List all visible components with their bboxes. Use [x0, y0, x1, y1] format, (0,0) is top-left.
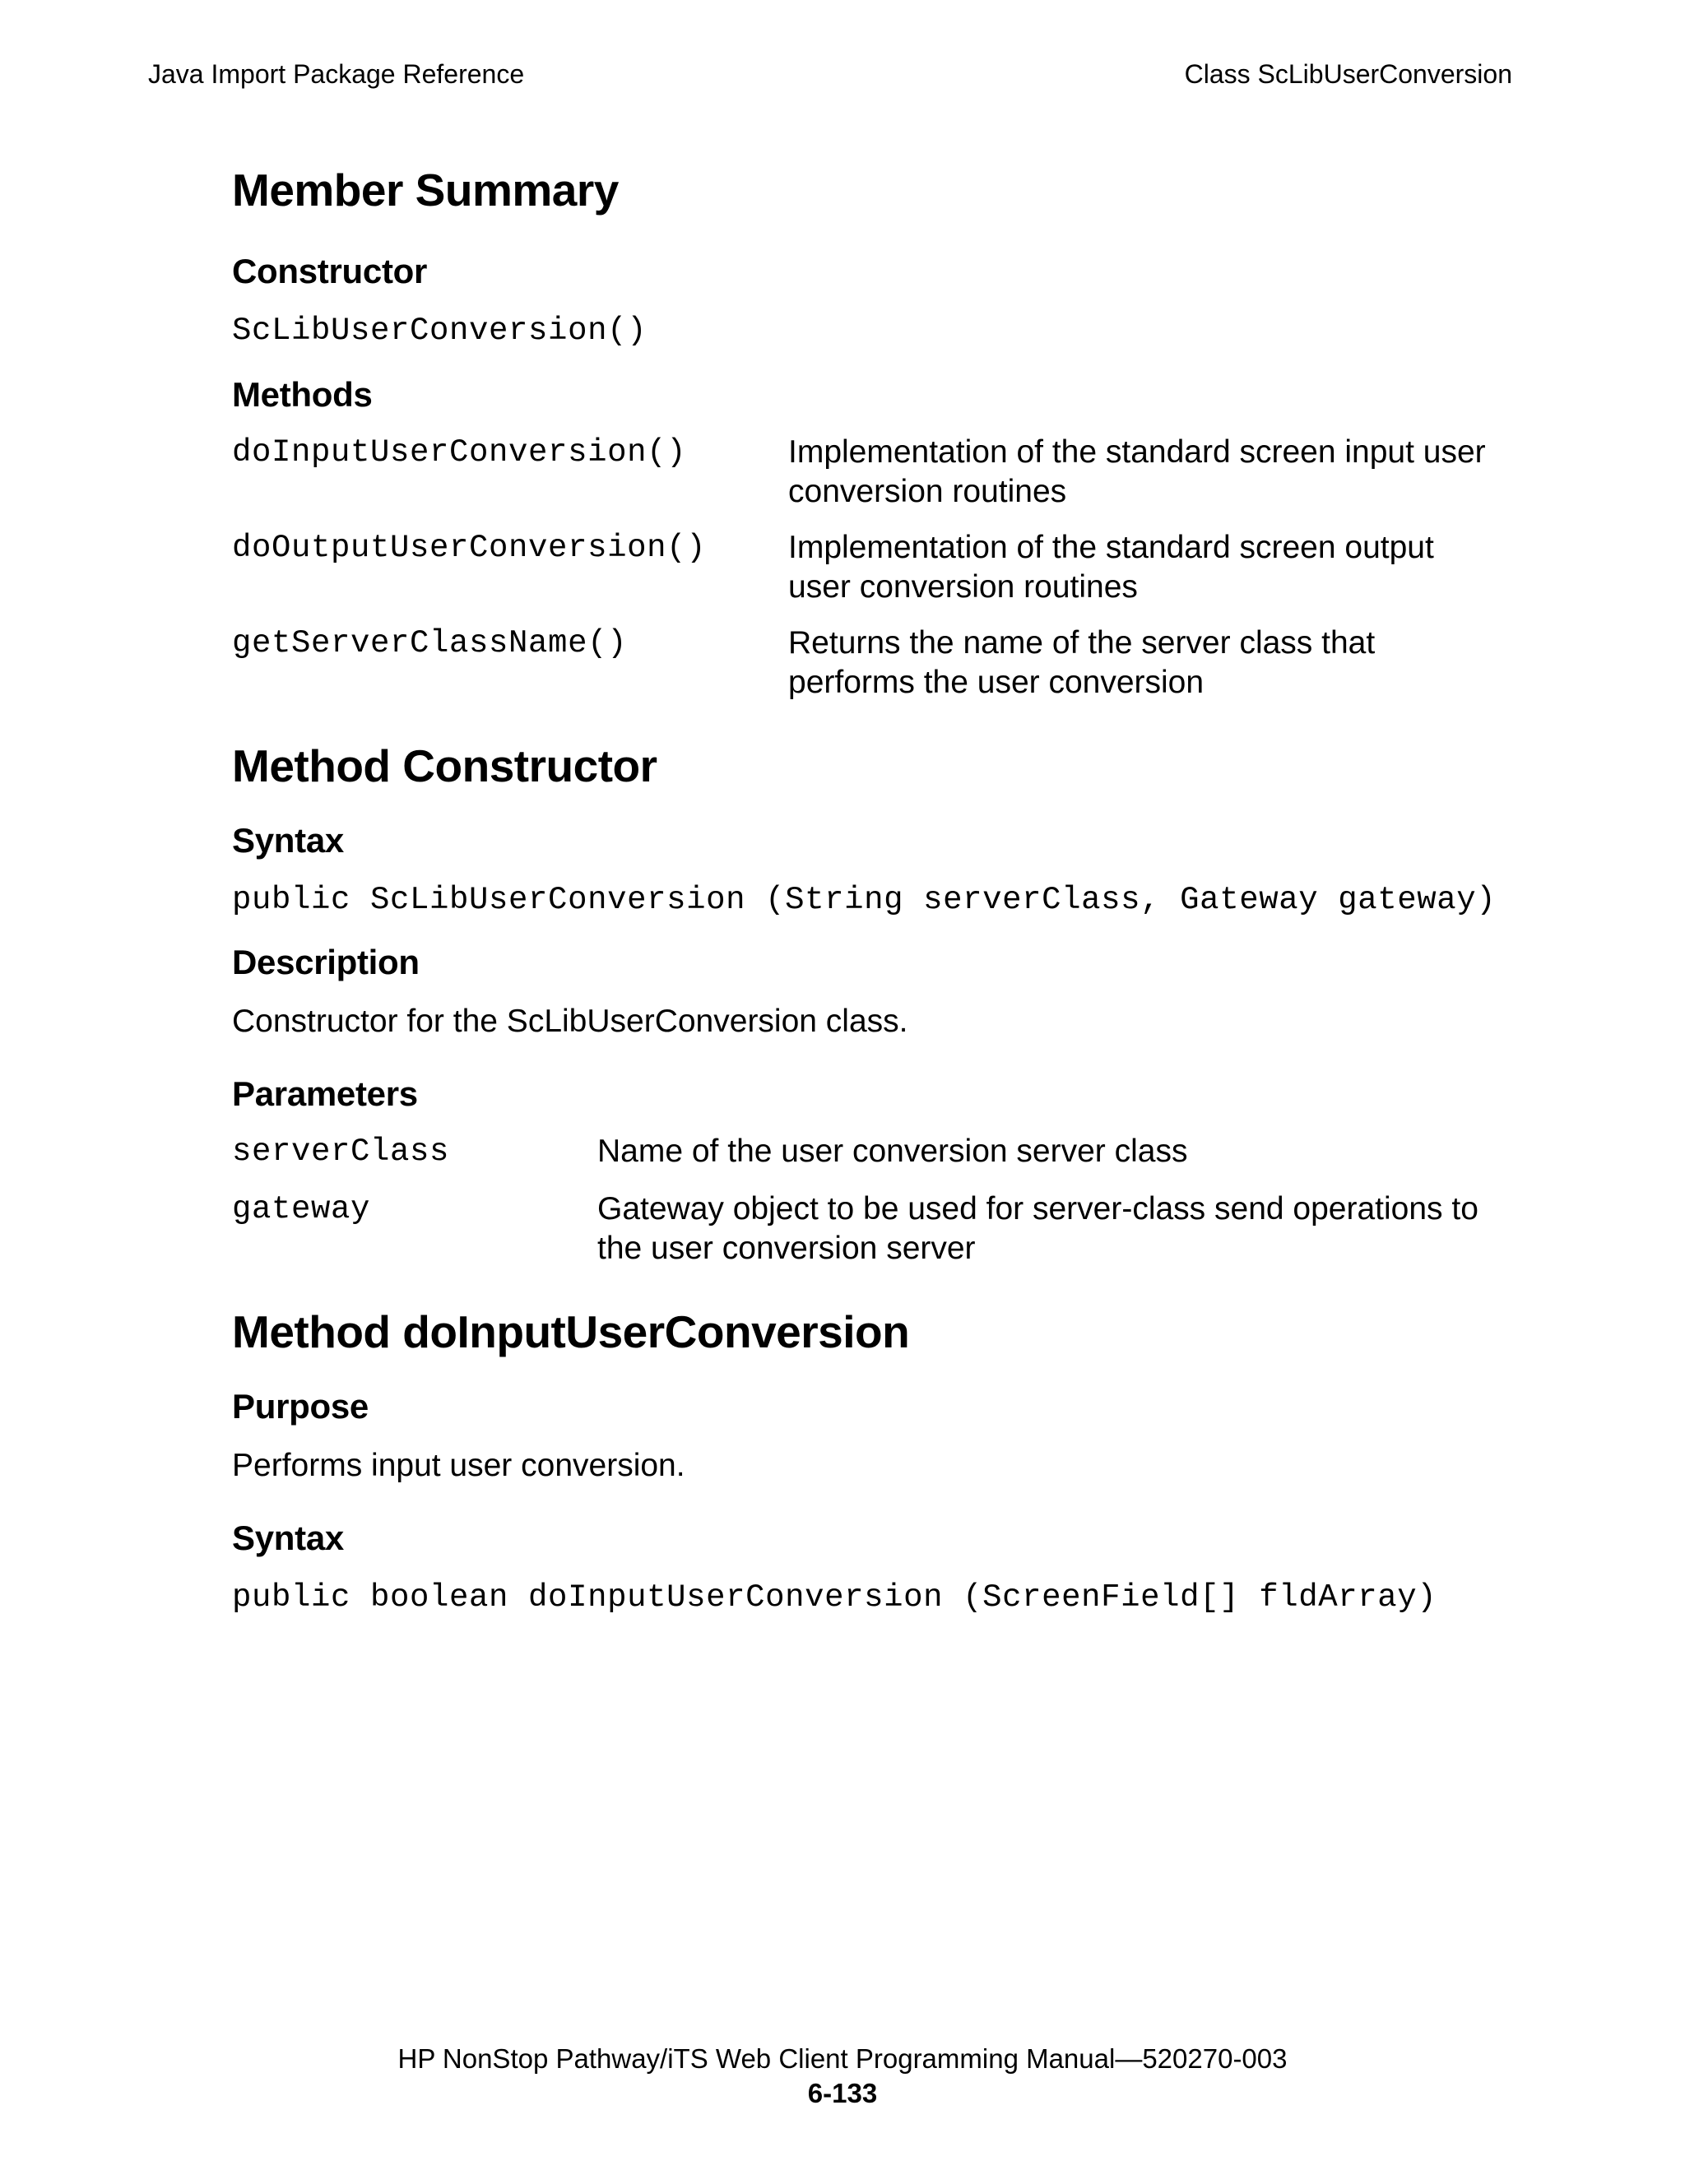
- method-row: [232, 433, 1548, 512]
- doinput-syntax: public boolean doInputUserConversion (ScreenField[] fldArray): [232, 1579, 1437, 1616]
- method-doinput-section: [232, 1305, 1548, 1617]
- doinput-syntax-heading: Syntax: [232, 1519, 344, 1557]
- method-name: doInputUserConversion(): [232, 434, 687, 471]
- member-summary-section: [232, 163, 1548, 702]
- parameter-description: Name of the user conversion server class: [597, 1134, 1188, 1169]
- method-constructor-section: [232, 739, 1548, 1268]
- constructor-syntax-heading: Syntax: [232, 821, 344, 860]
- constructor-syntax: public ScLibUserConversion (String serverClass, Gateway gateway): [232, 882, 1497, 918]
- purpose-text: Performs input user conversion.: [232, 1448, 685, 1483]
- method-name: getServerClassName(): [232, 625, 628, 661]
- method-description: Implementation of the standard screen output user conversion routines: [788, 530, 1434, 605]
- page-number: 6-133: [807, 2078, 878, 2108]
- parameter-row: [232, 1189, 1548, 1268]
- parameters-heading: Parameters: [232, 1074, 418, 1113]
- parameter-description: Gateway object to be used for server-class send operations to the user conversion server: [597, 1191, 1478, 1266]
- constructor-description: Constructor for the ScLibUserConversion class.: [232, 1004, 908, 1039]
- method-description: Returns the name of the server class that performs the user conversion: [788, 625, 1376, 700]
- method-doinput-title: Method doInputUserConversion: [232, 1306, 910, 1357]
- parameter-name: gateway: [232, 1191, 371, 1227]
- page-content: [232, 163, 1548, 1617]
- method-name: doOutputUserConversion(): [232, 530, 707, 566]
- methods-list: [232, 433, 1548, 702]
- header-left-text: Java Import Package Reference: [148, 59, 525, 89]
- method-description: Implementation of the standard screen input user conversion routines: [788, 434, 1486, 509]
- header-right-text: Class ScLibUserConversion: [1184, 59, 1512, 89]
- methods-heading: Methods: [232, 375, 373, 414]
- parameter-row: [232, 1132, 1548, 1171]
- method-row: [232, 528, 1548, 607]
- running-header: [148, 58, 1512, 90]
- constructor-heading: Constructor: [232, 252, 428, 290]
- parameters-list: [232, 1132, 1548, 1268]
- parameter-name: serverClass: [232, 1134, 450, 1170]
- purpose-heading: Purpose: [232, 1387, 369, 1426]
- method-constructor-title: Method Constructor: [232, 740, 657, 791]
- member-summary-title: Member Summary: [232, 165, 619, 216]
- footer-manual-title: HP NonStop Pathway/iTS Web Client Programming Manual—520270-003: [397, 2043, 1288, 2074]
- constructor-description-heading: Description: [232, 943, 420, 981]
- method-row: [232, 624, 1548, 702]
- constructor-signature: ScLibUserConversion(): [232, 313, 648, 349]
